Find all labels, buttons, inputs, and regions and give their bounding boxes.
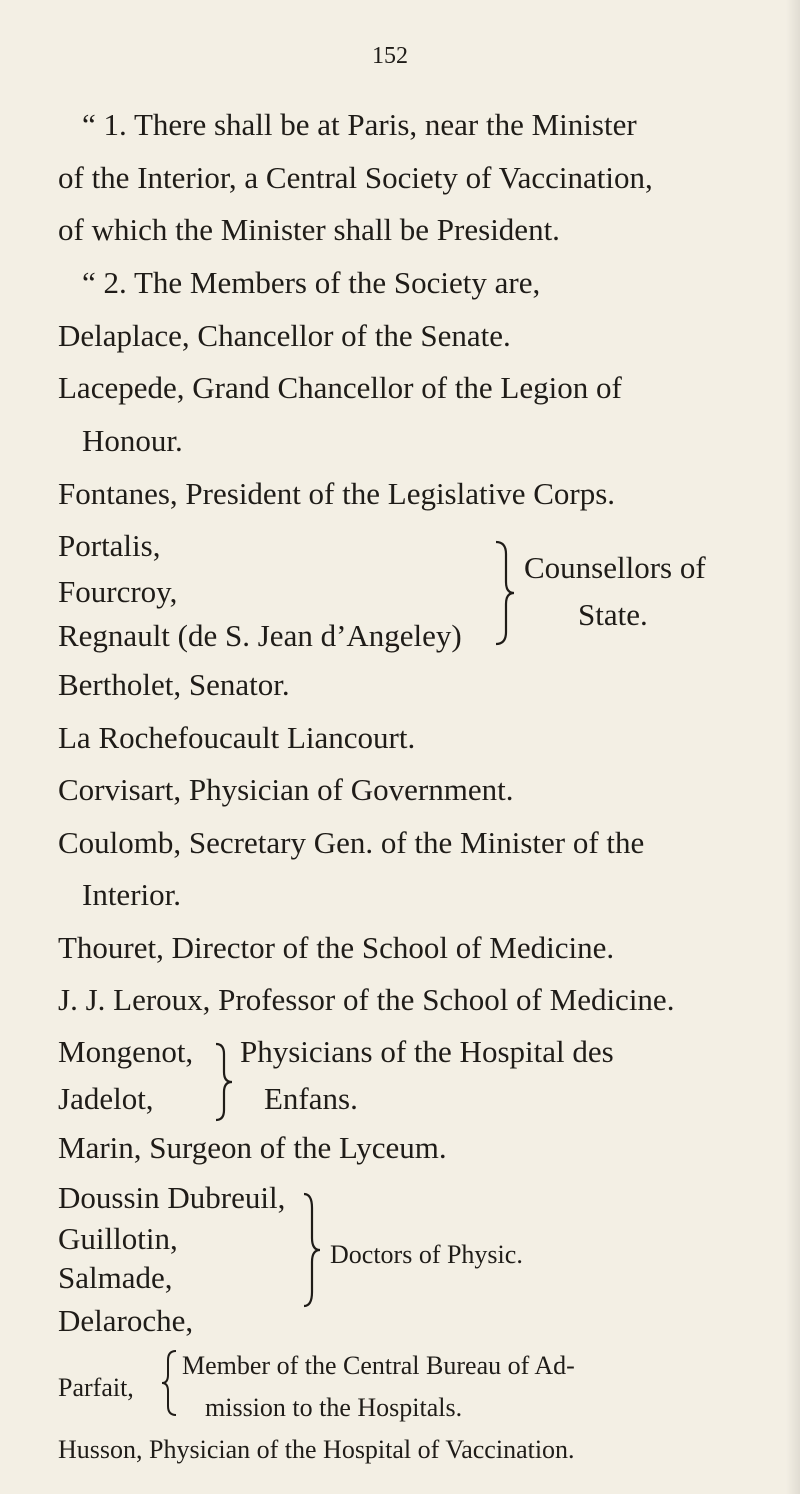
left-brace-parfait: [160, 1348, 180, 1418]
page-number: 152: [372, 43, 408, 69]
counsellors-label-1: Counsellors of: [524, 550, 706, 585]
text-line-2: of the Interior, a Central Society of Vaccination,: [58, 160, 653, 195]
text-line-1: “ 1. There shall be at Paris, near the Minister: [82, 107, 637, 142]
text-line-21: Marin, Surgeon of the Lyceum.: [58, 1130, 447, 1165]
member-fourcroy: Fourcroy,: [58, 574, 178, 609]
page-edge-shadow: [786, 0, 800, 1494]
member-guillotin: Guillotin,: [58, 1221, 178, 1256]
text-line-5: Delaplace, Chancellor of the Senate.: [58, 318, 511, 353]
text-line-16: Interior.: [82, 877, 181, 912]
right-brace-doctors: [300, 1190, 324, 1310]
right-brace-counsellors: [492, 538, 518, 648]
text-line-6: Lacepede, Grand Chancellor of the Legion of: [58, 370, 622, 405]
member-salmade: Salmade,: [58, 1260, 173, 1295]
text-line-18: J. J. Leroux, Professor of the School of Medicine.: [58, 982, 675, 1017]
text-line-15: Coulomb, Secretary Gen. of the Minister of the: [58, 825, 645, 860]
text-line-7: Honour.: [82, 423, 183, 458]
text-line-3: of which the Minister shall be President.: [58, 212, 560, 247]
member-mongenot: Mongenot,: [58, 1034, 194, 1069]
counsellors-label-2: State.: [578, 597, 648, 632]
parfait-desc-2: mission to the Hospitals.: [205, 1393, 463, 1422]
text-line-14: Corvisart, Physician of Government.: [58, 772, 514, 807]
text-line-4: “ 2. The Members of the Society are,: [82, 265, 541, 300]
text-line-13: La Rochefoucault Liancourt.: [58, 720, 416, 755]
member-jadelot: Jadelot,: [58, 1081, 154, 1116]
physicians-label-1: Physicians of the Hospital des: [240, 1034, 614, 1069]
physicians-label-2: Enfans.: [264, 1081, 358, 1116]
member-portalis: Portalis,: [58, 528, 161, 563]
doctors-label: Doctors of Physic.: [330, 1240, 523, 1269]
text-line-8: Fontanes, President of the Legislative Corps.: [58, 476, 616, 511]
member-regnault: Regnault (de S. Jean d’Angeley): [58, 618, 462, 653]
text-line-17: Thouret, Director of the School of Medicine.: [58, 930, 615, 965]
text-line-husson: Husson, Physician of the Hospital of Vaccination.: [58, 1435, 575, 1464]
member-doussin: Doussin Dubreuil,: [58, 1180, 286, 1215]
right-brace-physicians: [212, 1040, 236, 1124]
parfait-desc-1: Member of the Central Bureau of Ad-: [182, 1351, 575, 1380]
member-parfait: Parfait,: [58, 1373, 134, 1402]
member-delaroche: Delaroche,: [58, 1303, 194, 1338]
text-line-12: Bertholet, Senator.: [58, 667, 290, 702]
